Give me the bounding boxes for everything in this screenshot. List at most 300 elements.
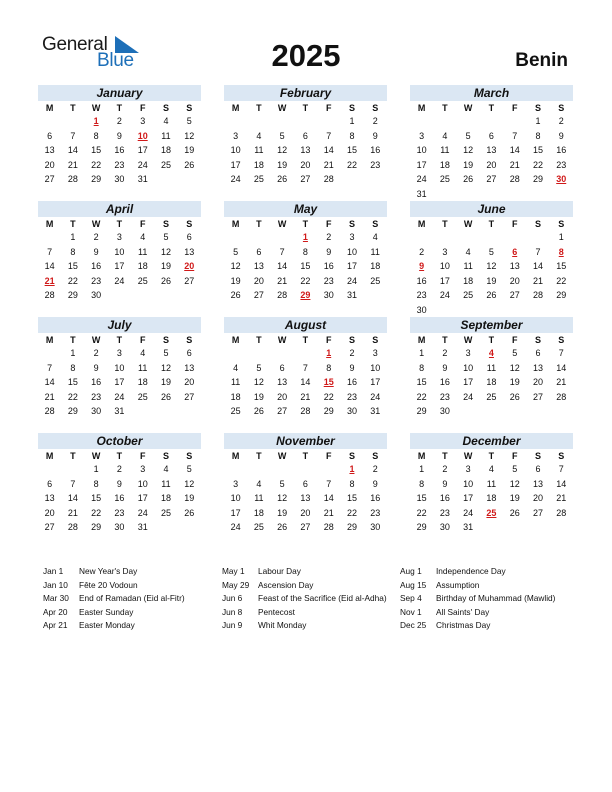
day-cell: 24 — [439, 290, 450, 301]
day-cell: 15 — [532, 145, 543, 156]
day-cell: 21 — [44, 391, 55, 402]
day-cell: 7 — [70, 130, 76, 141]
day-cell: 23 — [114, 159, 125, 170]
day-cell: 23 — [370, 507, 381, 518]
weekday-header: M — [417, 335, 426, 345]
day-cell: 8 — [419, 362, 425, 373]
day-grid — [410, 101, 573, 202]
day-cell: 4 — [465, 246, 471, 257]
day-cell: 17 — [439, 275, 450, 286]
day-cell: 23 — [114, 507, 125, 518]
holiday-row — [43, 619, 223, 633]
day-cell: 20 — [184, 377, 195, 388]
empty-cell — [294, 462, 317, 477]
day-grid — [224, 333, 387, 419]
day-cell: 18 — [370, 261, 381, 272]
day-cell: 10 — [439, 261, 450, 272]
holiday-name: New Year's Day — [79, 566, 138, 576]
month-title: April — [38, 201, 201, 217]
day-cell: 2 — [93, 232, 99, 242]
empty-cell — [38, 230, 61, 245]
month-march — [410, 85, 573, 202]
holiday-row — [222, 579, 402, 593]
day-cell: 26 — [230, 290, 241, 301]
day-cell: 18 — [439, 159, 450, 170]
day-cell: 11 — [486, 362, 497, 373]
empty-cell — [61, 462, 84, 477]
day-cell: 31 — [463, 522, 474, 533]
holiday-day-cell: 10 — [137, 130, 148, 141]
day-cell: 2 — [372, 464, 378, 474]
holiday-day-cell: 20 — [184, 261, 195, 272]
day-cell: 12 — [277, 145, 288, 156]
weekday-header: T — [70, 335, 76, 345]
holiday-day-cell: 30 — [556, 174, 567, 185]
day-cell: 30 — [370, 522, 381, 533]
day-cell: 11 — [486, 478, 497, 489]
day-cell: 15 — [346, 145, 357, 156]
weekday-header: T — [488, 451, 495, 461]
day-cell: 30 — [114, 174, 125, 185]
day-cell: 19 — [160, 377, 171, 388]
day-cell: 6 — [302, 130, 308, 141]
holiday-date: May 29 — [222, 579, 250, 590]
day-cell: 4 — [233, 362, 239, 373]
day-grid — [38, 101, 201, 187]
day-cell: 21 — [67, 159, 78, 170]
day-cell: 25 — [137, 275, 148, 286]
empty-cell — [224, 230, 247, 245]
weekday-header: T — [302, 103, 309, 113]
day-cell: 8 — [419, 478, 425, 489]
holiday-date: Dec 25 — [400, 620, 427, 630]
day-cell: 20 — [300, 507, 311, 518]
day-cell: 16 — [370, 145, 381, 156]
weekday-header: M — [45, 219, 54, 229]
holiday-row — [43, 592, 223, 606]
day-cell: 6 — [535, 348, 541, 358]
weekday-header: W — [277, 451, 287, 461]
day-cell: 19 — [463, 159, 474, 170]
day-cell: 2 — [372, 116, 378, 126]
holiday-row — [400, 565, 580, 579]
holiday-name: Whit Monday — [258, 620, 307, 630]
day-cell: 30 — [416, 304, 427, 315]
day-cell: 27 — [277, 406, 288, 417]
day-cell: 26 — [509, 391, 520, 402]
weekday-header: M — [231, 335, 240, 345]
day-cell: 6 — [186, 232, 192, 242]
empty-cell — [271, 346, 294, 361]
empty-cell — [247, 462, 270, 477]
empty-cell — [38, 346, 61, 361]
holiday-date: Jun 6 — [222, 593, 243, 603]
day-cell: 31 — [346, 290, 357, 301]
holiday-row — [222, 592, 402, 606]
day-cell: 7 — [558, 348, 564, 358]
day-cell: 25 — [463, 290, 474, 301]
day-cell: 14 — [556, 362, 567, 373]
holiday-date: Apr 21 — [43, 620, 68, 630]
day-cell: 11 — [463, 261, 473, 272]
day-cell: 28 — [556, 391, 567, 402]
day-cell: 5 — [163, 348, 169, 358]
day-cell: 10 — [137, 478, 148, 489]
weekday-header: W — [463, 103, 473, 113]
day-cell: 20 — [532, 377, 543, 388]
day-cell: 26 — [463, 174, 474, 185]
day-cell: 3 — [116, 232, 122, 242]
month-title: September — [410, 317, 573, 333]
day-cell: 30 — [323, 290, 334, 301]
empty-cell — [247, 114, 270, 129]
day-cell: 28 — [532, 290, 543, 301]
month-december — [410, 433, 573, 535]
day-cell: 22 — [323, 391, 334, 402]
day-cell: 27 — [532, 507, 543, 518]
day-cell: 9 — [372, 130, 378, 141]
day-cell: 29 — [91, 522, 102, 533]
weekday-header: F — [139, 103, 146, 113]
day-cell: 30 — [439, 406, 450, 417]
day-cell: 9 — [349, 362, 355, 373]
empty-cell — [317, 114, 340, 129]
empty-cell — [224, 346, 247, 361]
day-cell: 31 — [114, 406, 125, 417]
holiday-date: Nov 1 — [400, 606, 422, 617]
day-cell: 24 — [416, 174, 427, 185]
day-cell: 17 — [114, 261, 125, 272]
holiday-day-cell: 21 — [44, 275, 55, 286]
day-cell: 17 — [230, 507, 241, 518]
day-cell: 7 — [47, 246, 53, 257]
day-cell: 8 — [535, 130, 541, 141]
day-cell: 4 — [140, 348, 146, 358]
day-cell: 28 — [44, 406, 55, 417]
empty-cell — [433, 114, 456, 129]
weekday-header: T — [116, 219, 123, 229]
day-cell: 11 — [161, 478, 171, 489]
empty-cell — [317, 462, 340, 477]
day-cell: 15 — [91, 493, 102, 504]
day-cell: 25 — [230, 406, 241, 417]
day-cell: 18 — [253, 507, 264, 518]
day-cell: 16 — [91, 377, 102, 388]
empty-cell — [457, 230, 480, 245]
day-cell: 2 — [326, 232, 332, 242]
day-cell: 17 — [230, 159, 241, 170]
day-cell: 27 — [300, 174, 311, 185]
day-cell: 11 — [230, 377, 241, 388]
day-cell: 24 — [137, 507, 148, 518]
day-cell: 13 — [184, 362, 195, 373]
day-cell: 7 — [47, 362, 53, 373]
holiday-row — [222, 606, 402, 620]
day-cell: 28 — [277, 290, 288, 301]
day-cell: 22 — [91, 507, 102, 518]
weekday-header: W — [463, 219, 473, 229]
holiday-name: Easter Monday — [79, 620, 135, 630]
day-cell: 22 — [416, 507, 427, 518]
day-cell: 13 — [532, 478, 543, 489]
holiday-name: Birthday of Muhammad (Mawlid) — [436, 593, 556, 603]
day-cell: 13 — [300, 145, 311, 156]
day-cell: 3 — [233, 478, 239, 489]
day-cell: 18 — [253, 159, 264, 170]
day-cell: 1 — [349, 116, 355, 126]
day-cell: 14 — [509, 145, 520, 156]
day-cell: 12 — [160, 362, 171, 373]
weekday-header: M — [417, 451, 426, 461]
day-cell: 2 — [442, 464, 448, 474]
day-cell: 13 — [253, 261, 264, 272]
day-cell: 21 — [300, 391, 311, 402]
weekday-header: S — [534, 103, 541, 113]
day-cell: 6 — [302, 478, 308, 489]
day-cell: 8 — [93, 478, 99, 489]
day-cell: 11 — [370, 246, 380, 257]
day-cell: 12 — [277, 493, 288, 504]
month-title: July — [38, 317, 201, 333]
day-cell: 20 — [300, 159, 311, 170]
day-cell: 12 — [160, 246, 171, 257]
logo-text-general: General — [42, 34, 108, 55]
weekday-header: S — [348, 335, 355, 345]
weekday-header: W — [91, 103, 101, 113]
day-cell: 3 — [419, 130, 425, 141]
holiday-row — [43, 579, 223, 593]
day-cell: 4 — [256, 478, 262, 489]
day-cell: 14 — [532, 261, 543, 272]
weekday-header: S — [558, 335, 565, 345]
day-cell: 11 — [440, 145, 450, 156]
holiday-row — [222, 619, 402, 633]
day-cell: 10 — [416, 145, 427, 156]
day-cell: 3 — [465, 348, 471, 358]
day-cell: 26 — [277, 522, 288, 533]
day-cell: 25 — [160, 507, 171, 518]
day-cell: 17 — [114, 377, 125, 388]
empty-cell — [457, 114, 480, 129]
empty-cell — [503, 114, 526, 129]
day-cell: 27 — [532, 391, 543, 402]
holiday-row — [400, 606, 580, 620]
day-cell: 7 — [326, 478, 332, 489]
holiday-day-cell: 9 — [419, 261, 425, 272]
holiday-date: Sep 4 — [400, 593, 422, 603]
day-cell: 21 — [509, 159, 520, 170]
day-cell: 19 — [509, 377, 520, 388]
day-cell: 16 — [91, 261, 102, 272]
day-cell: 5 — [186, 116, 192, 126]
weekday-header: S — [534, 219, 541, 229]
day-cell: 29 — [67, 290, 78, 301]
day-cell: 7 — [279, 246, 285, 257]
day-cell: 14 — [323, 493, 334, 504]
weekday-header: W — [91, 451, 101, 461]
day-cell: 6 — [279, 362, 285, 373]
day-cell: 25 — [439, 174, 450, 185]
day-cell: 7 — [535, 246, 541, 257]
day-cell: 24 — [346, 275, 357, 286]
weekday-header: M — [45, 103, 54, 113]
holiday-date: Jun 8 — [222, 606, 243, 617]
day-cell: 11 — [138, 246, 148, 257]
day-cell: 3 — [465, 464, 471, 474]
day-cell: 9 — [442, 362, 448, 373]
day-cell: 24 — [230, 522, 241, 533]
day-cell: 15 — [67, 377, 78, 388]
empty-cell — [294, 114, 317, 129]
day-cell: 28 — [556, 507, 567, 518]
day-cell: 19 — [509, 493, 520, 504]
weekday-header: F — [139, 335, 146, 345]
day-cell: 26 — [160, 391, 171, 402]
day-cell: 17 — [346, 261, 357, 272]
day-cell: 9 — [442, 478, 448, 489]
empty-cell — [480, 114, 503, 129]
day-cell: 22 — [91, 159, 102, 170]
day-cell: 16 — [439, 493, 450, 504]
day-cell: 1 — [93, 464, 99, 474]
day-cell: 1 — [419, 348, 425, 358]
holiday-row — [222, 565, 402, 579]
month-september — [410, 317, 573, 419]
day-cell: 4 — [372, 232, 378, 242]
day-cell: 28 — [44, 290, 55, 301]
day-cell: 21 — [532, 275, 543, 286]
day-cell: 28 — [300, 406, 311, 417]
weekday-header: W — [463, 335, 473, 345]
day-cell: 15 — [416, 493, 427, 504]
day-cell: 10 — [114, 362, 125, 373]
weekday-header: T — [442, 103, 448, 113]
day-cell: 4 — [442, 130, 448, 141]
day-cell: 25 — [486, 391, 497, 402]
holiday-date: Apr 20 — [43, 606, 68, 617]
day-cell: 21 — [323, 507, 334, 518]
day-cell: 22 — [532, 159, 543, 170]
day-cell: 5 — [512, 464, 518, 474]
weekday-header: T — [256, 103, 262, 113]
weekday-header: T — [70, 219, 76, 229]
empty-cell — [38, 114, 61, 129]
weekday-header: F — [511, 451, 518, 461]
day-cell: 6 — [47, 130, 53, 141]
day-cell: 15 — [91, 145, 102, 156]
day-cell: 16 — [323, 261, 334, 272]
day-cell: 6 — [488, 130, 494, 141]
day-cell: 10 — [114, 246, 125, 257]
weekday-header: T — [256, 219, 262, 229]
day-cell: 23 — [323, 275, 334, 286]
month-january — [38, 85, 201, 187]
day-cell: 9 — [116, 130, 122, 141]
day-cell: 4 — [256, 130, 262, 141]
weekday-header: M — [231, 103, 240, 113]
weekday-header: S — [372, 335, 379, 345]
day-cell: 9 — [326, 246, 332, 257]
weekday-header: S — [348, 219, 355, 229]
weekday-header: M — [417, 219, 426, 229]
day-cell: 30 — [91, 406, 102, 417]
day-cell: 9 — [558, 130, 564, 141]
day-cell: 26 — [184, 159, 195, 170]
day-cell: 13 — [184, 246, 195, 257]
weekday-header: T — [302, 451, 309, 461]
day-cell: 18 — [160, 145, 171, 156]
holiday-day-cell: 4 — [488, 348, 494, 358]
day-grid — [224, 101, 387, 187]
weekday-header: S — [162, 103, 169, 113]
day-cell: 10 — [346, 246, 357, 257]
day-cell: 10 — [230, 493, 241, 504]
day-cell: 6 — [186, 348, 192, 358]
day-cell: 14 — [44, 261, 55, 272]
weekday-header: T — [256, 451, 262, 461]
day-cell: 13 — [486, 145, 497, 156]
day-cell: 2 — [116, 116, 122, 126]
weekday-header: M — [231, 451, 240, 461]
day-grid — [410, 217, 573, 318]
day-cell: 6 — [535, 464, 541, 474]
day-cell: 20 — [277, 391, 288, 402]
day-cell: 22 — [67, 391, 78, 402]
day-cell: 8 — [349, 478, 355, 489]
weekday-header: F — [511, 335, 518, 345]
day-cell: 29 — [532, 174, 543, 185]
day-cell: 24 — [137, 159, 148, 170]
logo-text-blue: Blue — [97, 50, 134, 71]
holiday-day-cell: 8 — [558, 246, 564, 257]
day-cell: 23 — [370, 159, 381, 170]
day-cell: 19 — [277, 507, 288, 518]
empty-cell — [247, 346, 270, 361]
day-cell: 23 — [91, 391, 102, 402]
holiday-row — [43, 606, 223, 620]
day-cell: 4 — [163, 116, 169, 126]
day-cell: 11 — [254, 145, 264, 156]
day-cell: 13 — [44, 493, 55, 504]
day-cell: 14 — [556, 478, 567, 489]
day-cell: 2 — [116, 464, 122, 474]
day-cell: 23 — [346, 391, 357, 402]
day-cell: 6 — [256, 246, 262, 257]
month-may — [224, 201, 387, 303]
day-cell: 3 — [442, 246, 448, 257]
holiday-date: May 1 — [222, 566, 245, 576]
holiday-name: Fête 20 Vodoun — [79, 579, 138, 590]
day-cell: 19 — [184, 493, 195, 504]
day-cell: 16 — [439, 377, 450, 388]
day-cell: 8 — [349, 130, 355, 141]
day-cell: 3 — [349, 232, 355, 242]
holiday-column — [222, 565, 402, 633]
weekday-header: M — [45, 451, 54, 461]
day-cell: 12 — [509, 362, 520, 373]
holiday-column — [43, 565, 223, 633]
day-cell: 17 — [137, 493, 148, 504]
day-cell: 24 — [114, 275, 125, 286]
day-cell: 16 — [370, 493, 381, 504]
day-cell: 5 — [465, 130, 471, 141]
weekday-header: M — [417, 103, 426, 113]
day-cell: 16 — [556, 145, 567, 156]
day-cell: 25 — [137, 391, 148, 402]
holiday-day-cell: 1 — [93, 116, 99, 126]
day-cell: 11 — [161, 130, 171, 141]
month-title: November — [224, 433, 387, 449]
